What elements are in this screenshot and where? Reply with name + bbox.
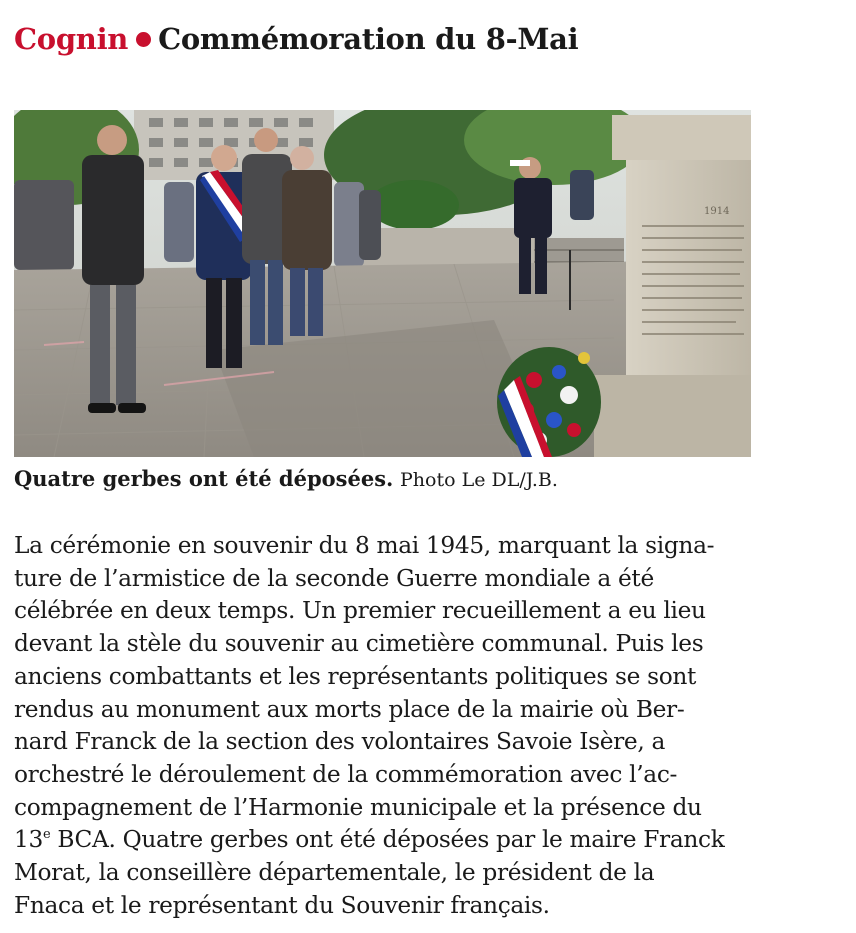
article-line: Morat, la conseillère départementale, le président de la bbox=[14, 859, 655, 887]
article-line: orchestré le déroulement de la commémoration avec l’ac- bbox=[14, 760, 678, 788]
article-line: ture de l’armistice de la seconde Guerre mondiale a été bbox=[14, 564, 654, 592]
caption-text: Quatre gerbes ont été déposées. bbox=[14, 466, 394, 491]
commemoration-photo-image bbox=[14, 110, 751, 457]
photo-credit: Photo Le DL/J.B. bbox=[400, 469, 558, 491]
ordinal-superscript: e bbox=[42, 827, 51, 843]
article-line: anciens combattants et les représentants politiques se sont bbox=[14, 662, 697, 690]
article-line-bca bbox=[14, 824, 754, 857]
headline bbox=[14, 22, 578, 56]
article-line: rendus au monument aux morts place de la mairie où Ber- bbox=[14, 695, 685, 723]
article-line: devant la stèle du souvenir au cimetière communal. Puis les bbox=[14, 630, 704, 658]
bullet-dot-icon bbox=[136, 32, 151, 47]
article-photo bbox=[14, 110, 751, 457]
bca-number: 13 bbox=[14, 826, 43, 854]
article-line-rest: BCA. Quatre gerbes ont été déposées par le maire Franck bbox=[50, 826, 725, 854]
monument-inscription: 1914 bbox=[704, 206, 730, 217]
photo-caption bbox=[14, 466, 558, 491]
headline-title: Commémoration du 8-Mai bbox=[158, 22, 579, 56]
headline-locality: Cognin bbox=[14, 22, 129, 56]
article-line: Fnaca et le représentant du Souvenir français. bbox=[14, 891, 550, 919]
article-line: célébrée en deux temps. Un premier recueillement a eu lieu bbox=[14, 597, 706, 625]
article-line: compagnement de l’Harmonie municipale et la présence du bbox=[14, 793, 702, 821]
article-line: nard Franck de la section des volontaires Savoie Isère, a bbox=[14, 728, 666, 756]
article-line: La cérémonie en souvenir du 8 mai 1945, marquant la signa- bbox=[14, 532, 715, 559]
article-body bbox=[14, 530, 754, 922]
